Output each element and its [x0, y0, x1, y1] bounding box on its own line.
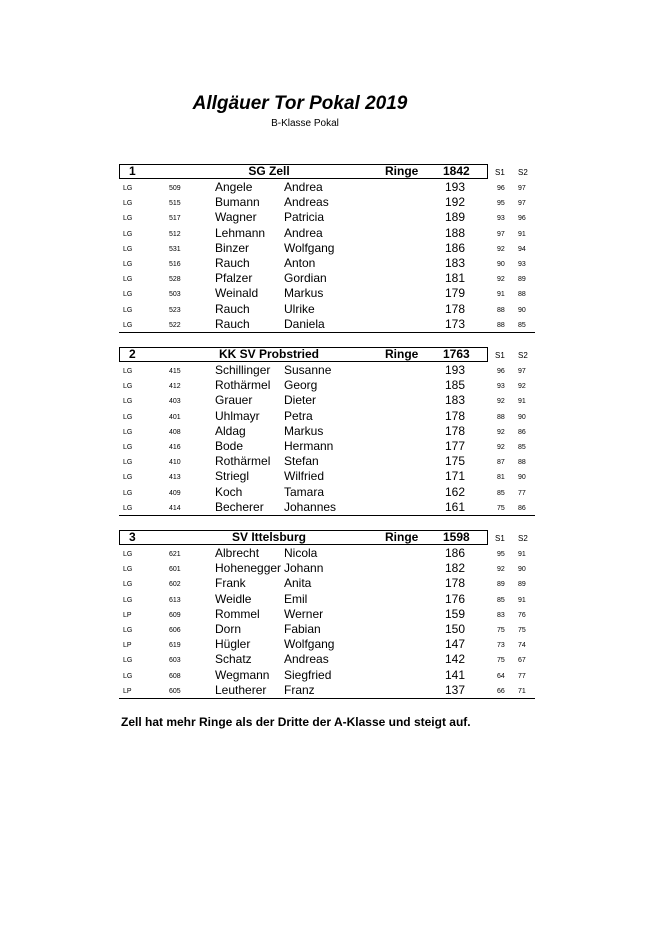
shooter-row [119, 363, 535, 378]
shooter-number: 531 [169, 245, 181, 253]
team-name: KK SV Probstried [218, 347, 320, 361]
column-s2-label: S2 [518, 534, 528, 543]
shooter-number: 408 [169, 428, 181, 436]
shooter-first-name: Andreas [284, 195, 329, 210]
series-2-score: 97 [518, 368, 526, 375]
shooter-ringe: 186 [445, 546, 466, 560]
shooter-row [119, 637, 535, 652]
shooter-row [119, 668, 535, 683]
shooter-first-name: Dieter [284, 393, 317, 408]
shooter-first-name: Andreas [284, 652, 329, 667]
shooter-first-name: Werner [284, 606, 324, 621]
weapon-class: LG [123, 459, 133, 467]
weapon-class: LG [123, 672, 133, 680]
series-2-score: 89 [518, 276, 526, 284]
weapon-class: LG [123, 581, 133, 589]
team-rank: 1 [129, 164, 136, 178]
ringe-label: Ringe [385, 530, 419, 544]
series-2-score: 91 [518, 596, 526, 604]
weapon-class: LP [123, 642, 132, 650]
shooter-first-name: Hermann [284, 438, 334, 453]
series-2-score: 92 [518, 383, 526, 391]
shooter-number: 516 [169, 260, 181, 268]
series-2-score: 90 [518, 474, 526, 482]
series-1-score: 92 [497, 398, 505, 406]
shooter-last-name: Leutherer [215, 682, 267, 697]
shooter-number: 602 [169, 581, 181, 589]
shooter-last-name: Schillinger [215, 363, 271, 377]
series-1-score: 66 [497, 687, 505, 695]
weapon-class: LG [123, 291, 133, 299]
shooter-number: 412 [169, 383, 181, 391]
series-1-score: 92 [497, 566, 505, 574]
shooter-row [119, 500, 535, 515]
series-2-score: 91 [518, 551, 526, 558]
shooter-first-name: Daniela [284, 316, 325, 331]
series-1-score: 75 [497, 626, 505, 634]
team-block-1 [119, 164, 535, 333]
shooter-ringe: 162 [445, 484, 466, 499]
team-total: 1763 [443, 347, 470, 361]
series-1-score: 92 [497, 443, 505, 451]
team-block-3 [119, 530, 535, 699]
weapon-class: LG [123, 626, 133, 634]
series-2-score: 86 [518, 504, 526, 512]
series-2-score: 94 [518, 245, 526, 253]
weapon-class: LG [123, 368, 133, 375]
shooter-last-name: Weinald [215, 286, 259, 301]
shooter-list [119, 180, 535, 333]
footer-note: Zell hat mehr Ringe als der Dritte der A-Klasse und steigt auf. [121, 715, 471, 729]
shooter-ringe: 173 [445, 316, 466, 331]
shooter-last-name: Rommel [215, 606, 260, 621]
shooter-ringe: 182 [445, 561, 466, 576]
shooter-first-name: Johannes [284, 499, 337, 514]
shooter-ringe: 178 [445, 423, 466, 438]
shooter-number: 413 [169, 474, 181, 482]
team-header [119, 530, 535, 546]
weapon-class: LG [123, 551, 133, 558]
shooter-last-name: Grauer [215, 393, 253, 408]
shooter-number: 601 [169, 566, 181, 574]
shooter-number: 619 [169, 642, 181, 650]
series-2-score: 67 [518, 657, 526, 665]
shooter-ringe: 193 [445, 363, 466, 377]
weapon-class: LG [123, 276, 133, 284]
weapon-class: LG [123, 566, 133, 574]
shooter-last-name: Rauch [215, 316, 250, 331]
shooter-ringe: 177 [445, 438, 466, 453]
series-1-score: 89 [497, 581, 505, 589]
shooter-ringe: 150 [445, 621, 466, 636]
series-2-score: 88 [518, 459, 526, 467]
series-2-score: 90 [518, 413, 526, 421]
shooter-last-name: Angele [215, 180, 253, 194]
weapon-class: LG [123, 443, 133, 451]
series-2-score: 75 [518, 626, 526, 634]
shooter-first-name: Wolfgang [284, 240, 335, 255]
series-2-score: 86 [518, 428, 526, 436]
column-s1-label: S1 [495, 351, 505, 360]
series-1-score: 83 [497, 611, 505, 619]
shooter-last-name: Schatz [215, 652, 252, 667]
series-2-score: 74 [518, 642, 526, 650]
series-1-score: 81 [497, 474, 505, 482]
shooter-row [119, 592, 535, 607]
series-1-score: 97 [497, 230, 505, 238]
shooter-number: 416 [169, 443, 181, 451]
shooter-last-name: Rauch [215, 301, 250, 316]
shooter-number: 515 [169, 200, 181, 208]
series-1-score: 96 [497, 368, 505, 375]
shooter-last-name: Wagner [215, 210, 257, 225]
team-name: SG Zell [248, 164, 290, 178]
series-2-score: 85 [518, 443, 526, 451]
shooter-ringe: 178 [445, 301, 466, 316]
shooter-ringe: 183 [445, 393, 466, 408]
series-1-score: 92 [497, 276, 505, 284]
shooter-first-name: Tamara [284, 484, 325, 499]
weapon-class: LG [123, 185, 133, 192]
shooter-row [119, 424, 535, 439]
shooter-row [119, 469, 535, 484]
shooter-row [119, 317, 535, 332]
series-2-score: 89 [518, 581, 526, 589]
shooter-number: 606 [169, 626, 181, 634]
shooter-number: 621 [169, 551, 181, 558]
series-2-score: 90 [518, 566, 526, 574]
column-s2-label: S2 [518, 351, 528, 360]
shooter-row [119, 226, 535, 241]
series-2-score: 77 [518, 489, 526, 497]
shooter-last-name: Frank [215, 576, 246, 591]
shooter-row [119, 622, 535, 637]
shooter-ringe: 161 [445, 499, 466, 514]
shooter-row [119, 409, 535, 424]
shooter-number: 522 [169, 321, 181, 329]
shooter-row [119, 271, 535, 286]
shooter-last-name: Wegmann [215, 667, 270, 682]
series-1-score: 95 [497, 551, 505, 558]
shooter-list [119, 363, 535, 516]
shooter-number: 410 [169, 459, 181, 467]
weapon-class: LG [123, 413, 133, 421]
shooter-first-name: Siegfried [284, 667, 332, 682]
series-1-score: 95 [497, 200, 505, 208]
series-2-score: 88 [518, 291, 526, 299]
team-name: SV Ittelsburg [231, 530, 306, 544]
series-1-score: 87 [497, 459, 505, 467]
series-2-score: 97 [518, 185, 526, 192]
team-total: 1598 [443, 530, 470, 544]
shooter-ringe: 183 [445, 255, 466, 270]
shooter-first-name: Susanne [284, 363, 332, 377]
series-2-score: 71 [518, 687, 526, 695]
weapon-class: LG [123, 306, 133, 314]
shooter-number: 403 [169, 398, 181, 406]
shooter-ringe: 171 [445, 469, 466, 484]
shooter-ringe: 141 [445, 667, 466, 682]
shooter-last-name: Rothärmel [215, 378, 271, 393]
shooter-row [119, 195, 535, 210]
shooter-last-name: Lehmann [215, 225, 266, 240]
weapon-class: LG [123, 383, 133, 391]
shooter-last-name: Hügler [215, 637, 251, 652]
ringe-label: Ringe [385, 164, 419, 178]
shooter-number: 414 [169, 504, 181, 512]
shooter-first-name: Fabian [284, 621, 321, 636]
shooter-first-name: Georg [284, 378, 318, 393]
shooter-last-name: Bumann [215, 195, 260, 210]
series-1-score: 88 [497, 321, 505, 329]
shooter-ringe: 186 [445, 240, 466, 255]
team-header [119, 347, 535, 363]
series-2-score: 91 [518, 398, 526, 406]
column-s1-label: S1 [495, 534, 505, 543]
shooter-row [119, 180, 535, 195]
weapon-class: LG [123, 245, 133, 253]
shooter-row [119, 256, 535, 271]
weapon-class: LG [123, 260, 133, 268]
shooter-row [119, 546, 535, 561]
shooter-row [119, 210, 535, 225]
shooter-row [119, 393, 535, 408]
shooter-row [119, 302, 535, 317]
shooter-last-name: Dorn [215, 621, 242, 636]
shooter-ringe: 188 [445, 225, 466, 240]
series-1-score: 92 [497, 428, 505, 436]
series-1-score: 64 [497, 672, 505, 680]
shooter-first-name: Patricia [284, 210, 325, 225]
shooter-row [119, 286, 535, 301]
ringe-label: Ringe [385, 347, 419, 361]
shooter-first-name: Markus [284, 423, 324, 438]
series-2-score: 76 [518, 611, 526, 619]
shooter-last-name: Hohenegger [215, 561, 282, 576]
shooter-number: 401 [169, 413, 181, 421]
series-1-score: 88 [497, 413, 505, 421]
shooter-last-name: Aldag [215, 423, 246, 438]
shooter-row [119, 576, 535, 591]
shooter-row [119, 652, 535, 667]
shooter-last-name: Weidle [215, 591, 252, 606]
series-2-score: 91 [518, 230, 526, 238]
shooter-last-name: Striegl [215, 469, 250, 484]
weapon-class: LG [123, 321, 133, 329]
shooter-row [119, 241, 535, 256]
shooter-ringe: 193 [445, 180, 466, 194]
shooter-number: 509 [169, 185, 181, 192]
weapon-class: LG [123, 230, 133, 238]
shooter-number: 605 [169, 687, 181, 695]
shooter-ringe: 142 [445, 652, 466, 667]
series-1-score: 88 [497, 306, 505, 314]
shooter-number: 603 [169, 657, 181, 665]
shooter-first-name: Franz [284, 682, 315, 697]
weapon-class: LG [123, 428, 133, 436]
series-2-score: 97 [518, 200, 526, 208]
shooter-row [119, 454, 535, 469]
shooter-number: 517 [169, 215, 181, 223]
shooter-last-name: Rothärmel [215, 454, 271, 469]
team-header [119, 164, 535, 180]
shooter-first-name: Stefan [284, 454, 319, 469]
shooter-last-name: Bode [215, 438, 244, 453]
series-1-score: 75 [497, 657, 505, 665]
shooter-list [119, 546, 535, 699]
shooter-last-name: Koch [215, 484, 243, 499]
team-rank: 3 [129, 530, 136, 544]
shooter-first-name: Anton [284, 255, 316, 270]
series-1-score: 96 [497, 185, 505, 192]
series-1-score: 93 [497, 383, 505, 391]
weapon-class: LG [123, 489, 133, 497]
weapon-class: LG [123, 200, 133, 208]
shooter-number: 409 [169, 489, 181, 497]
series-2-score: 85 [518, 321, 526, 329]
shooter-ringe: 178 [445, 576, 466, 591]
series-2-score: 93 [518, 260, 526, 268]
shooter-first-name: Nicola [284, 546, 318, 560]
series-1-score: 75 [497, 504, 505, 512]
weapon-class: LG [123, 398, 133, 406]
shooter-number: 528 [169, 276, 181, 284]
shooter-number: 609 [169, 611, 181, 619]
weapon-class: LG [123, 474, 133, 482]
column-s1-label: S1 [495, 168, 505, 177]
shooter-first-name: Emil [284, 591, 308, 606]
series-1-score: 85 [497, 489, 505, 497]
shooter-ringe: 181 [445, 271, 466, 286]
shooter-last-name: Becherer [215, 499, 264, 514]
series-1-score: 92 [497, 245, 505, 253]
series-1-score: 90 [497, 260, 505, 268]
shooter-row [119, 485, 535, 500]
shooter-first-name: Gordian [284, 271, 327, 286]
shooter-ringe: 159 [445, 606, 466, 621]
shooter-row [119, 439, 535, 454]
shooter-first-name: Anita [284, 576, 312, 591]
shooter-ringe: 147 [445, 637, 466, 652]
shooter-ringe: 176 [445, 591, 466, 606]
series-1-score: 91 [497, 291, 505, 299]
shooter-first-name: Wolfgang [284, 637, 335, 652]
weapon-class: LP [123, 687, 132, 695]
series-2-score: 90 [518, 306, 526, 314]
shooter-number: 512 [169, 230, 181, 238]
shooter-number: 503 [169, 291, 181, 299]
shooter-first-name: Petra [284, 408, 313, 423]
shooter-last-name: Uhlmayr [215, 408, 260, 423]
shooter-first-name: Johann [284, 561, 324, 576]
weapon-class: LG [123, 657, 133, 665]
shooter-last-name: Pfalzer [215, 271, 253, 286]
shooter-row [119, 561, 535, 576]
shooter-ringe: 189 [445, 210, 466, 225]
shooter-row [119, 607, 535, 622]
weapon-class: LG [123, 596, 133, 604]
shooter-number: 415 [169, 368, 181, 375]
page-title: Allgäuer Tor Pokal 2019 [192, 93, 408, 114]
shooter-last-name: Binzer [215, 240, 250, 255]
shooter-number: 608 [169, 672, 181, 680]
shooter-first-name: Markus [284, 286, 324, 301]
series-1-score: 73 [497, 642, 505, 650]
series-2-score: 77 [518, 672, 526, 680]
shooter-row [119, 683, 535, 698]
shooter-row [119, 378, 535, 393]
weapon-class: LG [123, 215, 133, 223]
shooter-first-name: Ulrike [284, 301, 315, 316]
shooter-ringe: 175 [445, 454, 466, 469]
team-total: 1842 [443, 164, 470, 178]
column-s2-label: S2 [518, 168, 528, 177]
shooter-last-name: Albrecht [215, 546, 260, 560]
weapon-class: LP [123, 611, 132, 619]
shooter-ringe: 137 [445, 682, 466, 697]
shooter-first-name: Andrea [284, 180, 323, 194]
shooter-ringe: 179 [445, 286, 466, 301]
series-1-score: 93 [497, 215, 505, 223]
weapon-class: LG [123, 504, 133, 512]
shooter-ringe: 185 [445, 378, 466, 393]
shooter-first-name: Wilfried [284, 469, 325, 484]
page-subtitle: B-Klasse Pokal [271, 118, 339, 129]
shooter-number: 523 [169, 306, 181, 314]
shooter-ringe: 178 [445, 408, 466, 423]
shooter-last-name: Rauch [215, 255, 250, 270]
shooter-number: 613 [169, 596, 181, 604]
team-block-2 [119, 347, 535, 516]
series-1-score: 85 [497, 596, 505, 604]
shooter-first-name: Andrea [284, 225, 323, 240]
team-rank: 2 [129, 347, 136, 361]
series-2-score: 96 [518, 215, 526, 223]
shooter-ringe: 192 [445, 195, 466, 210]
